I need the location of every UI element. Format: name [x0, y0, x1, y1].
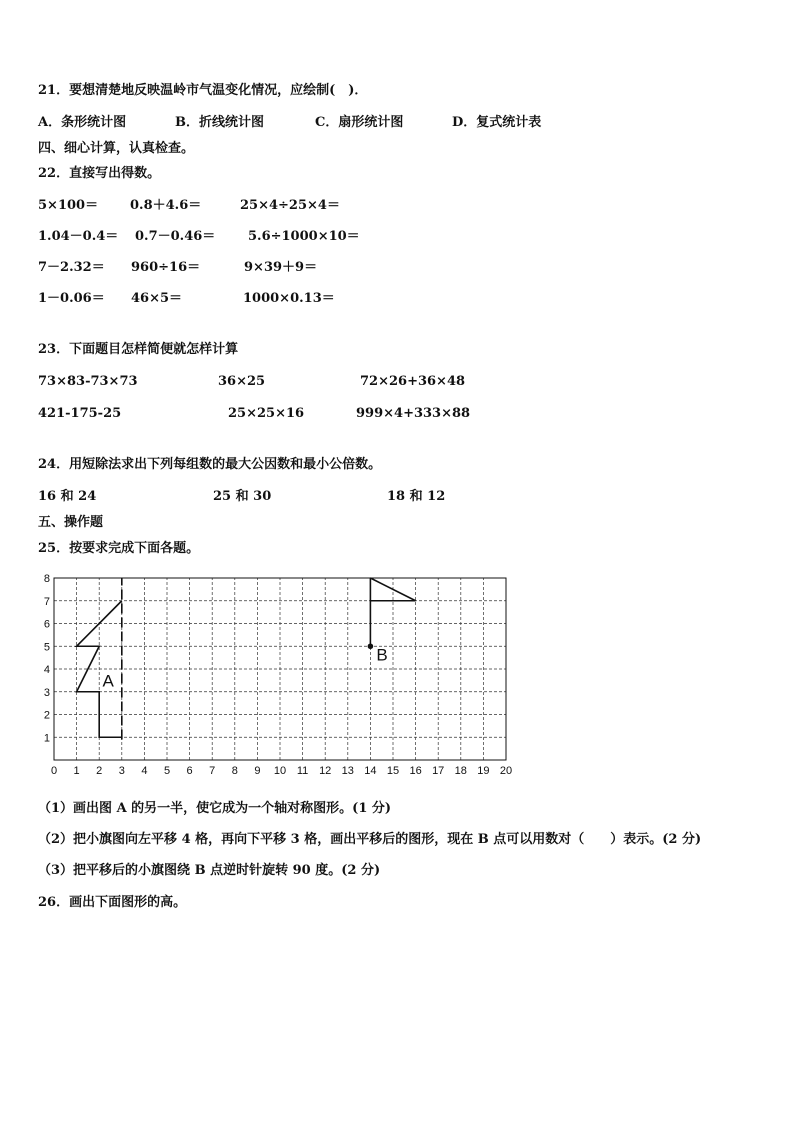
q23-r2c3: 999×4+333×88	[356, 406, 471, 421]
q22-r3c2: 960÷16＝	[131, 260, 201, 275]
x-tick-label: 1	[73, 765, 80, 777]
q26-title: 26．画出下面图形的高。	[38, 895, 187, 910]
x-tick-label: 19	[477, 765, 490, 777]
q22-r4c2: 46×5＝	[131, 291, 183, 306]
x-tick-label: 2	[96, 765, 103, 777]
x-tick-label: 4	[141, 765, 148, 777]
q22-r2c1: 1.04－0.4＝	[38, 229, 119, 244]
point-b-label: B	[376, 645, 388, 665]
q21-option-d: D．复式统计表	[452, 115, 542, 130]
q23-r2c2: 25×25×16	[228, 406, 305, 421]
q25-sub-2: （2）把小旗图向左平移 4 格，再向下平移 3 格，画出平移后的图形，现在 B 点可以用数对（ ）表示。(2 分)	[38, 832, 702, 847]
y-tick-label: 5	[43, 641, 50, 654]
x-tick-label: 14	[364, 765, 377, 777]
x-tick-label: 3	[118, 765, 125, 777]
x-tick-label: 7	[209, 765, 216, 777]
x-tick-label: 16	[409, 765, 422, 777]
section-5-heading: 五、操作题	[38, 515, 104, 530]
x-tick-label: 20	[499, 765, 513, 777]
q25-title: 25．按要求完成下面各题。	[38, 541, 200, 556]
q23-r1c2: 36×25	[218, 374, 266, 389]
x-tick-label: 11	[296, 765, 309, 777]
q22-r4c3: 1000×0.13＝	[243, 291, 335, 306]
q22-r4c1: 1－0.06＝	[38, 291, 105, 306]
x-tick-label: 8	[231, 765, 238, 777]
x-tick-label: 5	[163, 765, 171, 777]
q22-r2c3: 5.6÷1000×10＝	[248, 229, 360, 244]
x-tick-label: 9	[254, 765, 261, 777]
x-tick-label: 10	[273, 765, 287, 777]
q22-r1c2: 0.8＋4.6＝	[130, 198, 202, 213]
x-tick-label: 17	[432, 765, 445, 777]
x-tick-label: 12	[319, 765, 332, 777]
q22-r3c1: 7－2.32＝	[38, 260, 105, 275]
q22-r1c3: 25×4÷25×4＝	[240, 198, 340, 213]
q21-option-c: C．扇形统计图	[315, 115, 404, 130]
q25-sub-1: （1）画出图 A 的另一半，使它成为一个轴对称图形。(1 分)	[38, 801, 392, 816]
q24-item-1: 16 和 24	[38, 489, 97, 504]
section-4-heading: 四、细心计算，认真检查。	[38, 141, 195, 156]
q21-option-a: A．条形统计图	[38, 115, 127, 130]
q24-title: 24．用短除法求出下列每组数的最大公因数和最小公倍数。	[38, 457, 382, 472]
y-tick-label: 7	[43, 595, 50, 608]
y-tick-label: 4	[43, 664, 50, 676]
point-b-dot	[368, 643, 374, 649]
x-tick-label: 6	[186, 765, 193, 777]
q23-title: 23．下面题目怎样简便就怎样计算	[38, 342, 239, 357]
q24-item-3: 18 和 12	[387, 489, 446, 504]
q22-r1c1: 5×100＝	[38, 198, 99, 213]
q23-r2c1: 421-175-25	[38, 406, 122, 421]
y-tick-label: 6	[43, 618, 50, 631]
x-tick-label: 18	[454, 765, 467, 777]
y-tick-label: 3	[43, 686, 50, 699]
q23-r1c3: 72×26+36×48	[360, 374, 466, 389]
q23-r1c1: 73×83-73×73	[38, 374, 138, 389]
x-tick-label: 15	[386, 765, 400, 777]
y-tick-label: 1	[43, 732, 50, 745]
q22-title: 22．直接写出得数。	[38, 166, 161, 181]
q21-option-b: B．折线统计图	[175, 115, 264, 130]
q22-r3c3: 9×39＋9＝	[244, 260, 318, 275]
q24-item-2: 25 和 30	[213, 489, 272, 504]
q21-text: 21．要想清楚地反映温岭市气温变化情况，应绘制( )．	[38, 83, 368, 98]
q22-r2c2: 0.7－0.46＝	[135, 229, 216, 244]
q25-sub-3: （3）把平移后的小旗图绕 B 点逆时针旋转 90 度。(2 分)	[38, 863, 381, 878]
shape-a-label: A	[102, 671, 114, 691]
y-tick-label: 2	[43, 709, 50, 722]
x-tick-label: 0	[50, 765, 58, 777]
y-tick-label: 8	[43, 573, 50, 585]
x-tick-label: 13	[341, 765, 354, 777]
